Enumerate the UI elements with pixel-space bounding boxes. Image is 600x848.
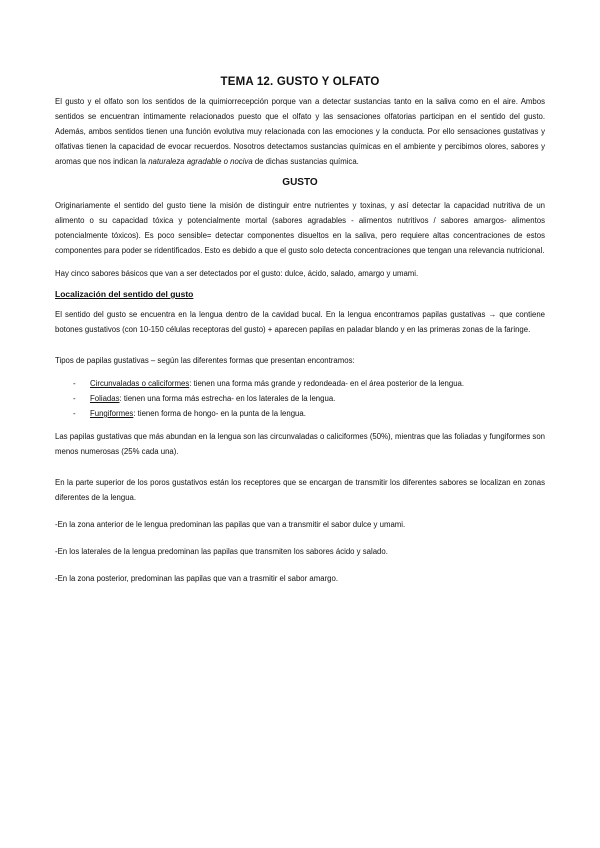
papila-desc: : tienen una forma más estrecha- en los laterales de la lengua. [119, 394, 336, 403]
subheading-localizacion: Localización del sentido del gusto [55, 289, 194, 299]
papila-name: Fungiformes [90, 409, 134, 418]
intro-text-1: El gusto y el olfato son los sentidos de la quimiorrecepción porque van a detectar sustancias tanto en la saliva como en el aire. Ambos sentidos se encuentran íntimamente relacionados puesto que el olfato y las sensaciones olfatorias participan en el sentido del gusto. Además, ambos sentidos tienen una función evolutiva muy relacionada con las emociones y la conducta. Por ello sensaciones gustativas y olfativas tienen la capacidad de evocar recuerdos. Nosotros detectamos sustancias químicas en el ambiente y percibimos olores, sabores y aromas que nos indican la [55, 97, 545, 166]
list-item [55, 376, 545, 391]
document-body [55, 76, 545, 594]
gusto-paragraph: Originariamente el sentido del gusto tiene la misión de distinguir entre nutrientes y toxinas, y así detectar la capacidad nutritiva de un alimento o su capacidad tóxica y potencialmente mortal (sabores agradables - alimentos nutritivos / sabores amargos- alimentos potencialmente tóxicos). Es poco sensible= detectar componentes disueltos en la saliva, pero requiere altas concentraciones de estos componentes para poder se ridentificados. Esto es debido a que el gusto solo detecta concentraciones que tengan una relevancia nutricional. [55, 201, 545, 255]
zona-posterior-paragraph: -En la zona posterior, predominan las papilas que van a trasmitir el sabor amargo. [55, 574, 339, 583]
papila-name: Foliadas [90, 394, 120, 403]
list-item [55, 391, 545, 406]
papila-name: Circunvaladas o caliciformes [90, 379, 190, 388]
abundan-paragraph: Las papilas gustativas que más abundan en la lengua son las circunvaladas o caliciformes (50%), mientras que las foliadas y fungiformes son menos numerosas (25% cada una). [55, 432, 545, 456]
papila-desc: : tienen una forma más grande y redondeada- en el área posterior de la lengua. [189, 379, 465, 388]
intro-italic: naturaleza agradable o nociva [148, 157, 253, 166]
poros-paragraph: En la parte superior de los poros gustativos están los receptores que se encargan de transmitir los diferentes sabores se localizan en zonas diferentes de la lengua. [55, 478, 545, 502]
document-title: TEMA 12. GUSTO Y OLFATO [220, 76, 380, 88]
tipos-paragraph: Tipos de papilas gustativas – según las diferentes formas que presentan encontramos: [55, 356, 355, 365]
lengua-paragraph: El sentido del gusto se encuentra en la lengua dentro de la cavidad bucal. En la lengua encontramos papilas gustativas → que contiene botones gustativos (con 10-150 células receptoras del gusto) + aparecen papilas en paladar blando y en las primeras zonas de la faringe. [55, 310, 545, 334]
intro-paragraph [55, 94, 545, 169]
zona-anterior-paragraph: -En la zona anterior de le lengua predominan las papilas que van a transmitir el sabor dulce y umami. [55, 520, 406, 529]
zona-laterales-paragraph: -En los laterales de la lengua predominan las papilas que transmiten los sabores ácido y salado. [55, 547, 388, 556]
papila-desc: : tienen forma de hongo- en la punta de la lengua. [133, 409, 306, 418]
papilas-list [55, 376, 545, 421]
list-dash: - [73, 394, 76, 403]
sabores-paragraph: Hay cinco sabores básicos que van a ser detectados por el gusto: dulce, ácido, salado, amargo y umami. [55, 269, 419, 278]
list-dash: - [73, 409, 76, 418]
list-item [55, 406, 545, 421]
section-heading-gusto: GUSTO [282, 177, 318, 188]
list-dash: - [73, 379, 76, 388]
intro-text-2: de dichas sustancias química. [252, 157, 359, 166]
